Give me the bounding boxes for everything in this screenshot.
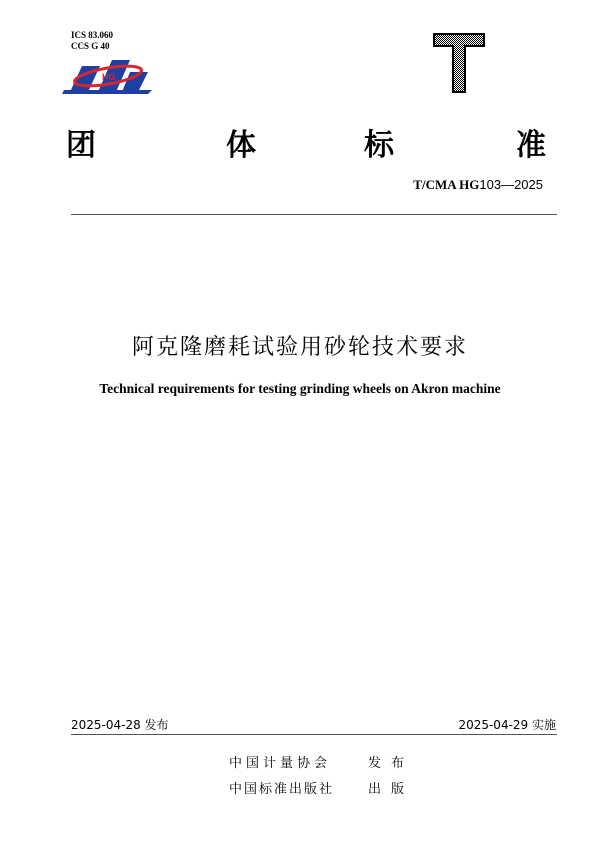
association-logo: [62, 58, 154, 98]
title-chinese: 阿克隆磨耗试验用砂轮技术要求: [131, 335, 468, 360]
ics-code: ICS 83.060: [71, 30, 114, 40]
issuer-label: 发布: [368, 756, 415, 771]
header-divider: [71, 214, 557, 215]
ccs-code: CCS G 40: [71, 41, 110, 51]
category-char: 体: [226, 128, 256, 163]
category-char: 准: [516, 128, 546, 163]
press-name: 中国标准出版社: [229, 782, 335, 797]
standard-type-letter: [432, 32, 486, 94]
classification-codes: [71, 30, 113, 52]
standard-prefix: T/CMA HG: [413, 177, 480, 192]
logo-letters: HG: [102, 72, 116, 82]
category-char: 标: [364, 128, 394, 163]
standard-code: 103—2025: [479, 177, 543, 192]
title-english: Technical requirements for testing grinding wheels on Akron machine: [99, 381, 501, 396]
standard-number: [413, 177, 543, 193]
issuer-name: 中国计量协会: [229, 756, 332, 771]
category-char: 团: [66, 128, 96, 163]
implementation-date: 2025-04-29 实施: [458, 718, 556, 732]
issue-date: 2025-04-28 发布: [71, 718, 169, 732]
press-label: 出版: [368, 782, 415, 797]
standard-category: [66, 120, 556, 163]
footer-divider: [71, 734, 557, 735]
